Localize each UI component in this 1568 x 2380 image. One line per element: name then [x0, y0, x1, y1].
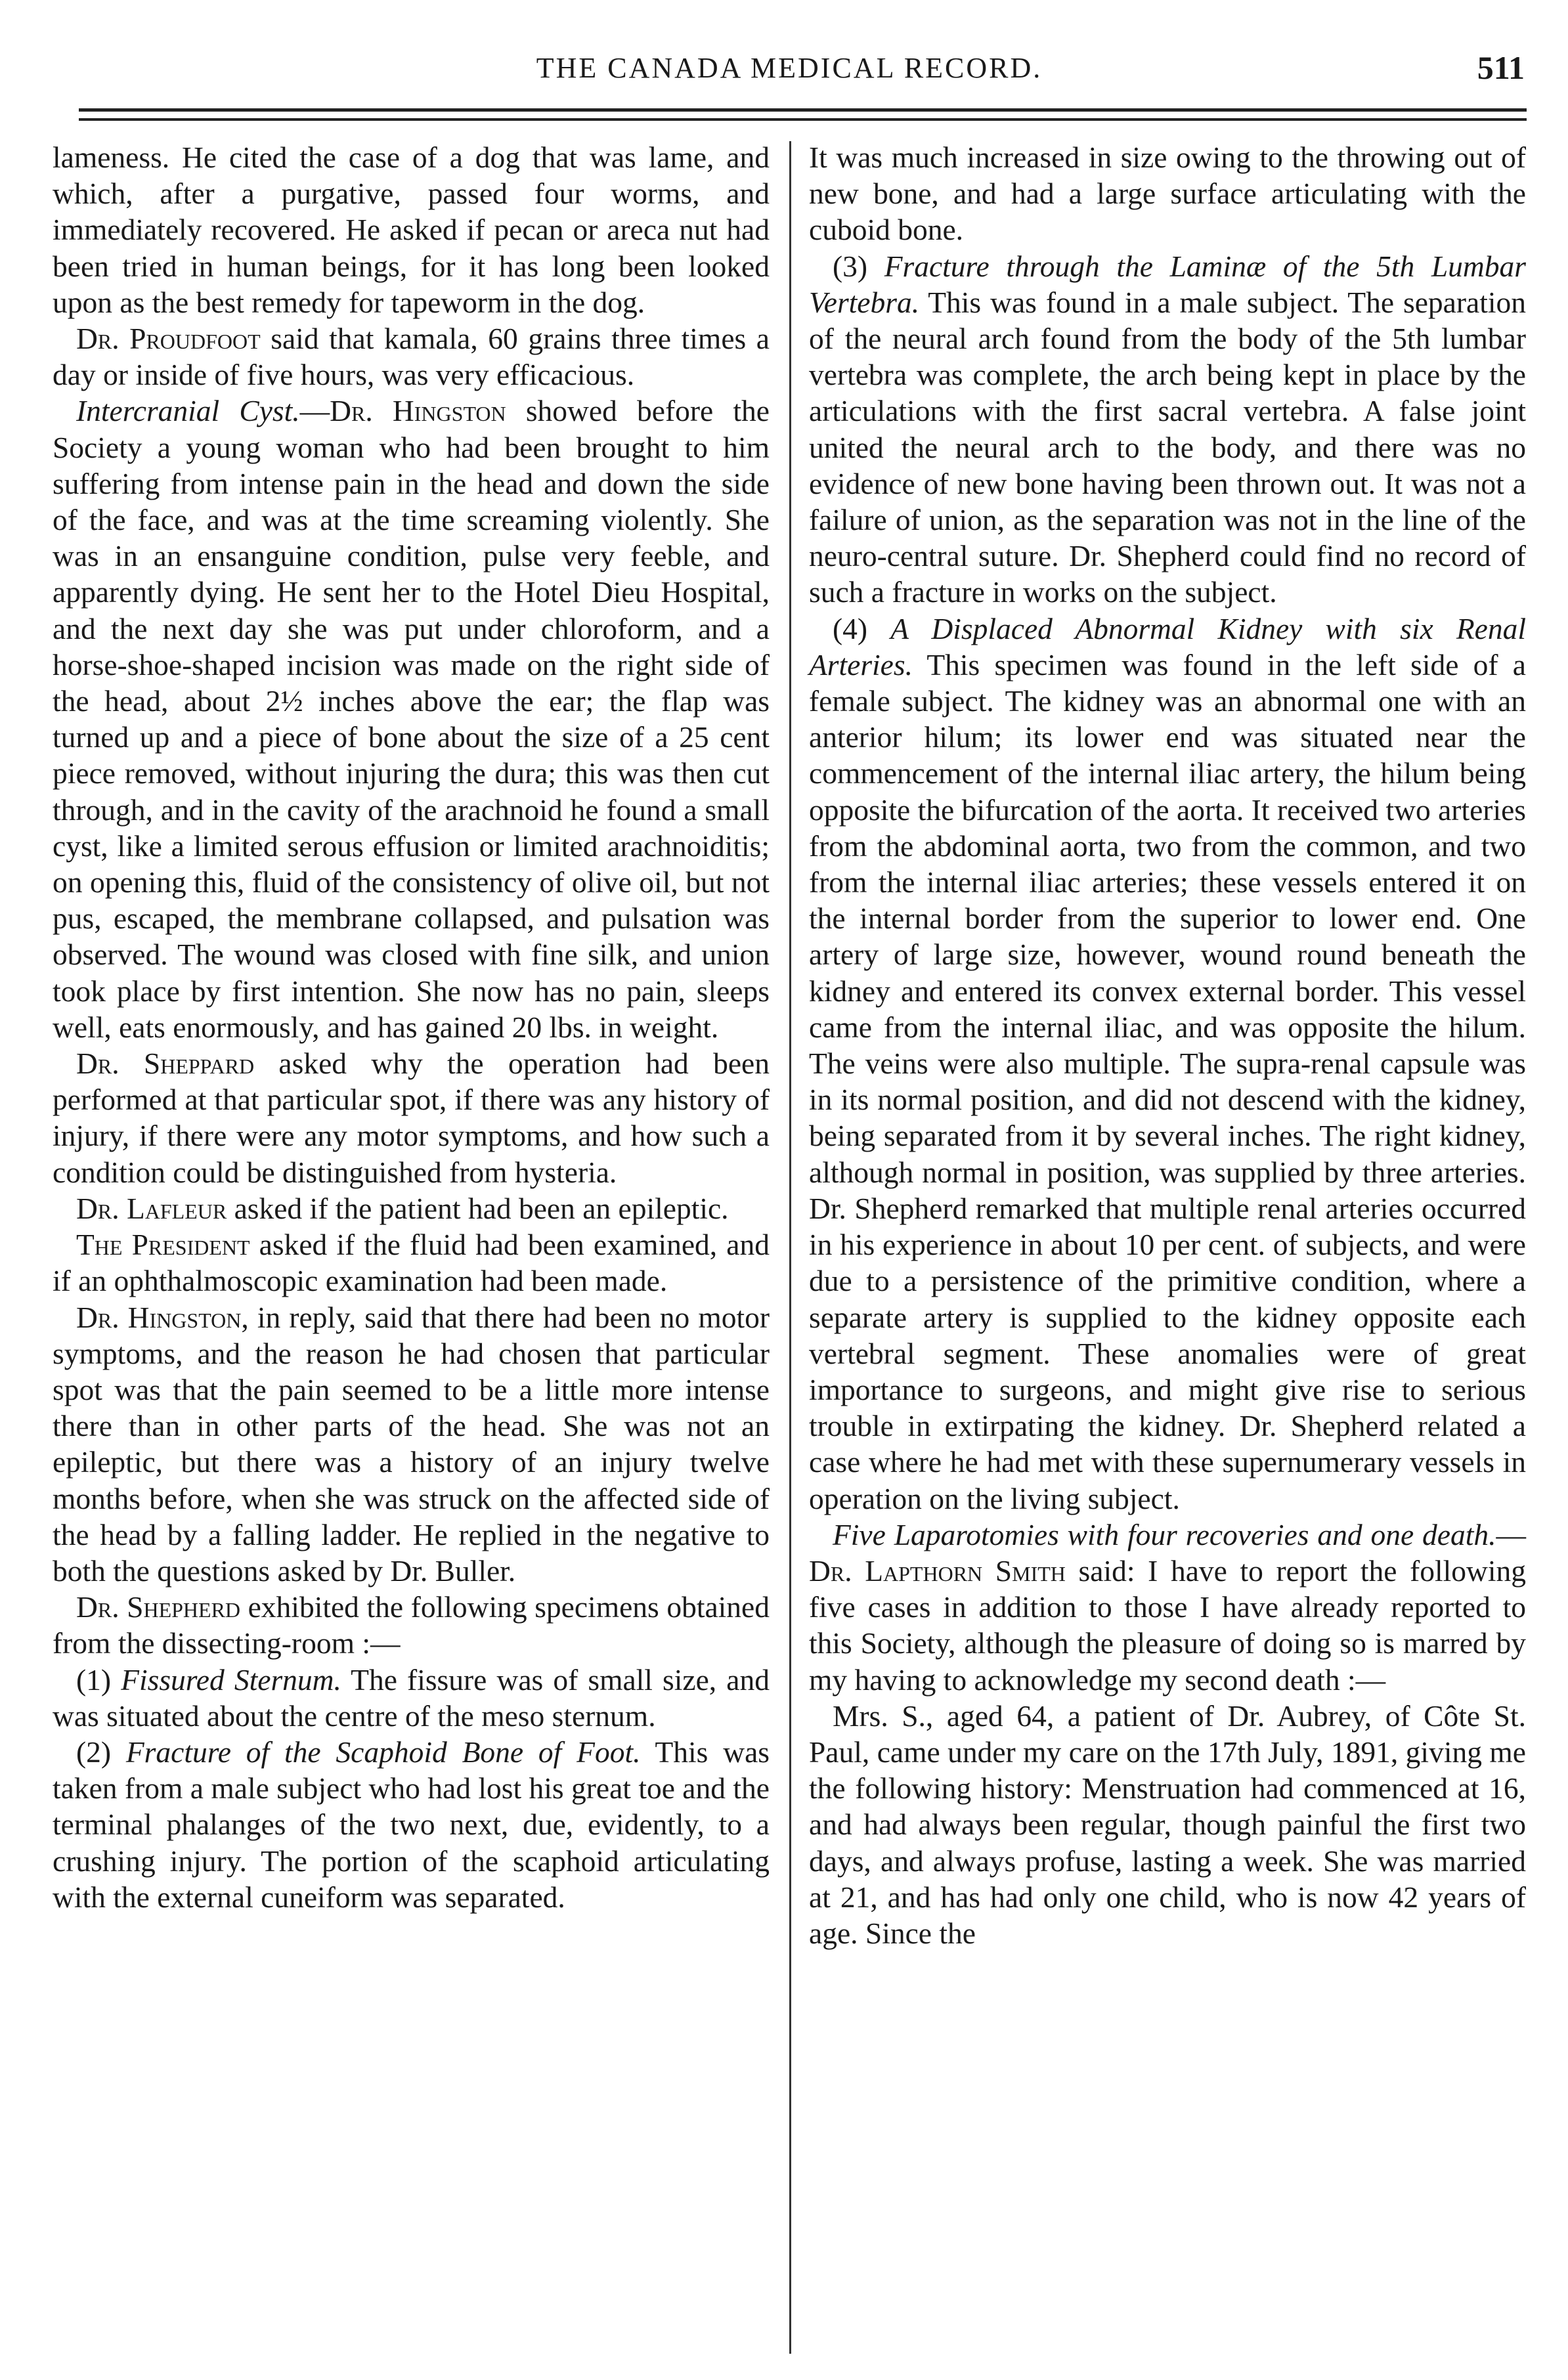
body-text: (1)	[76, 1662, 121, 1697]
body-text: asked why the operation had been performed at that particular spot, if there was any history of injury, if there were any motor symptoms, and how such a condition could be distinguished from hysteria.	[53, 1047, 770, 1189]
paragraph	[809, 1698, 1526, 1951]
body-text: asked if the patient had been an epileptic.	[227, 1191, 729, 1225]
body-text: —	[299, 394, 330, 428]
paragraph	[809, 1517, 1526, 1698]
paragraph	[53, 1299, 770, 1590]
speaker-name: Dr. Hingston	[76, 1300, 242, 1334]
paragraph	[53, 320, 770, 393]
italic-heading: Fissured Sternum.	[121, 1662, 341, 1697]
speaker-name: Dr. Sheppard	[76, 1047, 255, 1081]
journal-title: THE CANADA MEDICAL RECORD.	[536, 52, 1043, 84]
paragraph	[53, 1226, 770, 1299]
italic-heading: A Displaced Abnormal Kidney with six Renal Arteries.	[809, 611, 1526, 682]
body-text: This specimen was found in the left side of a female subject. The kidney was an abnormal one with an anterior hilum; its lower end was situated near the commencement of the internal iliac artery, the hilum being opposite the bifurcation of the aorta. It received two arteries from the abdominal aorta, two from the common, and two from the internal iliac arteries; these vessels entered it on the internal border from the superior to lower end. One artery of large size, however, wound round beneath the kidney and entered its convex external border. This vessel came from the internal iliac, and was opposite the hilum. The veins were also multiple. The supra-renal capsule was in its normal position, and did not descend with the kidney, being separated from it by several inches. The right kidney, although normal in position, was supplied by three arteries. Dr. Shepherd remarked that multiple renal arteries occurred in his experience in about 10 per cent. of subjects, and were due to a persistence of the primitive condition, where a separate artery is supplied to the kidney opposite each vertebral segment. These anomalies were of great importance to surgeons, and might give rise to serious trouble in extirpating the kidney. Dr. Shepherd related a case where he had met with these supernumerary vessels in operation on the living subject.	[809, 647, 1526, 1515]
paragraph	[809, 611, 1526, 1517]
header-rule-top	[79, 108, 1527, 112]
speaker-name: Dr. Proudfoot	[76, 322, 261, 356]
body-text: exhibited the following specimens obtained from the dissecting-room :—	[53, 1590, 770, 1660]
body-text: Mrs. S., aged 64, a patient of Dr. Aubrey, of Côte St. Paul, came under my care on the 17th July, 1891, giving me the following history: Menstruation had commenced at 16, and had always been regular, though painful the first two days, and always profuse, lasting a week. She was married at 21, and has had only one child, who is now 42 years of age. Since the	[809, 1698, 1526, 1950]
speaker-name: The President	[76, 1228, 250, 1262]
paragraph	[53, 1734, 770, 1915]
paragraph	[809, 139, 1526, 248]
body-text: (4)	[833, 611, 891, 645]
body-text: This was taken from a male subject who had lost his great toe and the terminal phalanges of the two next, due, evidently, to a crushing injury. The portion of the scaphoid articulating with the external cuneiform was separated.	[53, 1735, 770, 1914]
body-text: , in reply, said that there had been no motor symptoms, and the reason he had chosen that particular spot was that the pain seemed to be a little more intense there than in other parts of the head. She was not an epileptic, but there was a history of an injury twelve months before, when she was struck on the affected side of the head by a falling ladder. He replied in the negative to both the questions asked by Dr. Buller.	[53, 1300, 770, 1588]
header-rule-bottom	[79, 118, 1527, 121]
paragraph	[53, 393, 770, 1045]
body-text: (3)	[833, 249, 884, 283]
right-column	[809, 139, 1526, 1951]
column-divider	[789, 141, 791, 2354]
body-text: said: I have to report the following five cases in addition to those I have already reported to this Society, although the pleasure of doing so is marred by my having to acknowledge my second death :—	[809, 1553, 1527, 1697]
paragraph	[53, 1045, 770, 1190]
body-text: It was much increased in size owing to the throwing out of new bone, and had a large surface articulating with the cuboid bone.	[809, 141, 1526, 247]
italic-heading: Fracture through the Laminæ of the 5th Lumbar Vertebra.	[809, 249, 1526, 319]
italic-heading: Fracture of the Scaphoid Bone of Foot.	[125, 1735, 641, 1769]
body-text: lameness. He cited the case of a dog that was lame, and which, after a purgative, passed four worms, and immediately recovered. He asked if pecan or areca nut had been tried in human beings, for it has long been looked upon as the best remedy for tapeworm in the dog.	[53, 141, 770, 319]
page-number: 511	[1477, 49, 1525, 86]
body-text: showed before the Society a young woman who had been brought to him suffering from intense pain in the head and down the side of the face, and was at the time screaming violently. She was in an ensanguine condition, pulse very feeble, and apparently dying. He sent her to the Hotel Dieu Hospital, and the next day she was put under chloroform, and a horse-shoe-shaped incision was made on the right side of the head, about 2½ inches above the ear; the flap was turned up and a piece of bone about the size of a 25 cent piece removed, without injuring the dura; this was then cut through, and in the cavity of the arachnoid he found a small cyst, like a limited serous effusion or limited arachnoiditis; on opening this, fluid of the consistency of olive oil, but not pus, escaped, the membrane collapsed, and pulsation was observed. The wound was closed with fine silk, and union took place by first intention. She now has no pain, sleeps well, eats enormously, and has gained 20 lbs. in weight.	[53, 394, 770, 1044]
paragraph	[53, 1589, 770, 1661]
body-text: said that kamala, 60 grains three times a day or inside of five hours, was very efficacious.	[53, 322, 770, 392]
paragraph	[53, 139, 770, 320]
body-text: The fissure was of small size, and was situated about the centre of the meso sternum.	[53, 1662, 770, 1733]
paragraph	[53, 1662, 770, 1734]
speaker-name: Dr. Lafleur	[76, 1191, 227, 1225]
body-text: (2)	[76, 1735, 126, 1769]
speaker-name: Dr. Hingston	[330, 394, 506, 428]
running-header	[54, 51, 1525, 97]
body-text: —	[1496, 1517, 1526, 1551]
paragraph	[53, 1190, 770, 1226]
italic-heading: Five Laparotomies with four recoveries and one death.	[833, 1517, 1496, 1551]
speaker-name: Dr. Lapthorn Smith	[809, 1553, 1066, 1588]
left-column	[53, 139, 770, 1915]
paragraph	[809, 248, 1526, 611]
italic-heading: Intercranial Cyst.	[76, 394, 300, 428]
body-text: This was found in a male subject. The separation of the neural arch found from the body of the 5th lumbar vertebra was complete, the arch being kept in place by the articulations with the first sacral vertebra. A false joint united the neural arch to the body, and there was no evidence of new bone having been thrown out. It was not a failure of union, as the separation was not in the line of the neuro-central suture. Dr. Shepherd could find no record of such a fracture in works on the subject.	[809, 285, 1526, 609]
speaker-name: Dr. Shepherd	[76, 1590, 241, 1624]
body-text: asked if the fluid had been examined, and if an ophthalmoscopic examination had been made.	[53, 1228, 770, 1298]
